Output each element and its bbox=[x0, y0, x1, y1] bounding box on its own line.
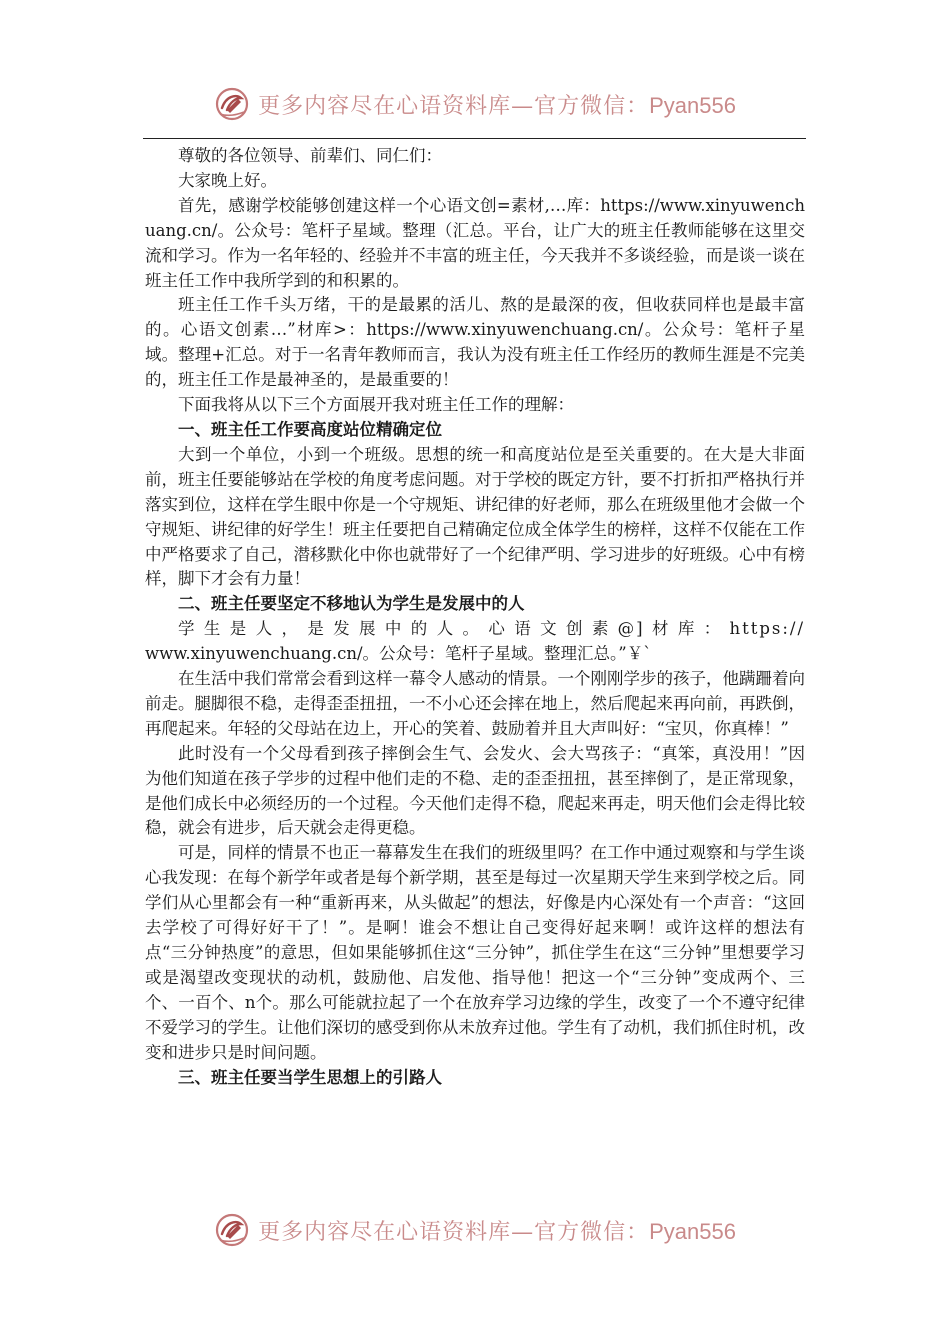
section-2-paragraph-1-line-1: 学生是人，是发展中的人。心语文创素@]材库：https:// bbox=[178, 619, 805, 639]
section-2-heading: 二、班主任要坚定不移地认为学生是发展中的人 bbox=[178, 594, 525, 614]
salutation: 尊敬的各位领导、前辈们、同仁们： bbox=[178, 146, 442, 165]
section-1-heading: 一、班主任工作要高度站位精确定位 bbox=[178, 419, 442, 439]
footer-brand-wechat-id: Pyan556 bbox=[649, 1218, 736, 1244]
pen-swirl-logo-icon bbox=[214, 1212, 250, 1248]
intro-paragraph-1: 首先，感谢学校能够创建这样一个心语文创=素材,…库：https://www.xinyuwenchuang.cn/。公众号：笔杆子星域。整理（汇总。平台，让广大的班主任教师能够在这里交流和学习。作为一名年轻的、经验并不丰富的班主任，今天我并不多谈经验，而是谈一谈在班主任工作中我所学到的和积累的。 bbox=[145, 195, 805, 290]
greeting: 大家晚上好。 bbox=[178, 170, 277, 190]
footer-brand-label bbox=[258, 1215, 736, 1246]
document-body bbox=[145, 144, 805, 1090]
section-3-heading: 三、班主任要当学生思想上的引路人 bbox=[178, 1067, 442, 1087]
section-2-paragraph-1-line-2: www.xinyuwenchuang.cn/。公众号：笔杆子星域。整理汇总。”￥` bbox=[145, 644, 652, 664]
section-2-paragraph-2: 在生活中我们常常会看到这样一幕令人感动的情景。一个刚刚学步的孩子，他蹒跚着向前走。腿脚很不稳，走得歪歪扭扭，一不小心还会摔在地上，然后爬起来再向前，再跌倒，再爬起来。年轻的父母站在边上，开心的笑着、鼓励着并且大声叫好：“宝贝，你真棒！” bbox=[145, 669, 805, 738]
footer-brand bbox=[0, 1210, 950, 1250]
header-brand-label bbox=[258, 89, 736, 120]
section-2-paragraph-4: 可是，同样的情景不也正一幕幕发生在我们的班级里吗？在工作中通过观察和与学生谈心我发现：在每个新学年或者是每个新学期，甚至是每过一次星期天学生来到学校之后。同学们从心里都会有一种“重新再来，从头做起”的想法，好像是内心深处有一个声音：“这回去学校了可得好好干了！”。是啊！谁会不想让自己变得好起来啊！或许这样的想法有点“三分钟热度”的意思，但如果能够抓住这“三分钟”，抓住学生在这“三分钟”里想要学习或是渴望改变现状的动机，鼓励他、启发他、指导他！把这一个“三分钟”变成两个、三个、一百个、n个。那么可能就拉起了一个在放弃学习边缘的学生，改变了一个不遵守纪律不爱学习的学生。让他们深切的感受到你从未放弃过他。学生有了动机，我们抓住时机，改变和进步只是时间问题。 bbox=[145, 843, 805, 1062]
pen-swirl-logo-icon bbox=[214, 86, 250, 122]
header-brand-text: 更多内容尽在心语资料库—官方微信： bbox=[258, 93, 650, 119]
intro-paragraph-3: 下面我将从以下三个方面展开我对班主任工作的理解： bbox=[178, 395, 574, 415]
header-brand-wechat-id: Pyan556 bbox=[649, 92, 736, 118]
intro-paragraph-2: 班主任工作千头万绪，干的是最累的活儿、熬的是最深的夜，但收获同样也是最丰富的。心语文创素…”材库>：https://www.xinyuwenchuang.cn/。公众号：笔杆子星域。整理+汇总。对于一名青年教师而言，我认为没有班主任工作经历的教师生涯是不完美的，班主任工作是最神圣的，是最重要的！ bbox=[145, 295, 805, 390]
section-1-paragraph-1: 大到一个单位，小到一个班级。思想的统一和高度站位是至关重要的。在大是大非面前，班主任要能够站在学校的角度考虑问题。对于学校的既定方针，要不打折扣严格执行并落实到位，这样在学生眼中你是一个守规矩、讲纪律的好老师，那么在班级里他才会做一个守规矩、讲纪律的好学生！班主任要把自己精确定位成全体学生的榜样，这样不仅能在工作中严格要求了自己，潜移默化中你也就带好了一个纪律严明、学习进步的好班级。心中有榜样，脚下才会有力量！ bbox=[145, 444, 805, 589]
footer-brand-text: 更多内容尽在心语资料库—官方微信： bbox=[258, 1219, 650, 1245]
header-brand bbox=[0, 84, 950, 124]
header-divider bbox=[143, 138, 806, 139]
section-2-paragraph-3: 此时没有一个父母看到孩子摔倒会生气、会发火、会大骂孩子：“真笨，真没用！”因为他们知道在孩子学步的过程中他们走的不稳、走的歪歪扭扭，甚至摔倒了，是正常现象，是他们成长中必须经历的一个过程。今天他们走得不稳，爬起来再走，明天他们会走得比较稳，就会有进步，后天就会走得更稳。 bbox=[145, 743, 805, 838]
